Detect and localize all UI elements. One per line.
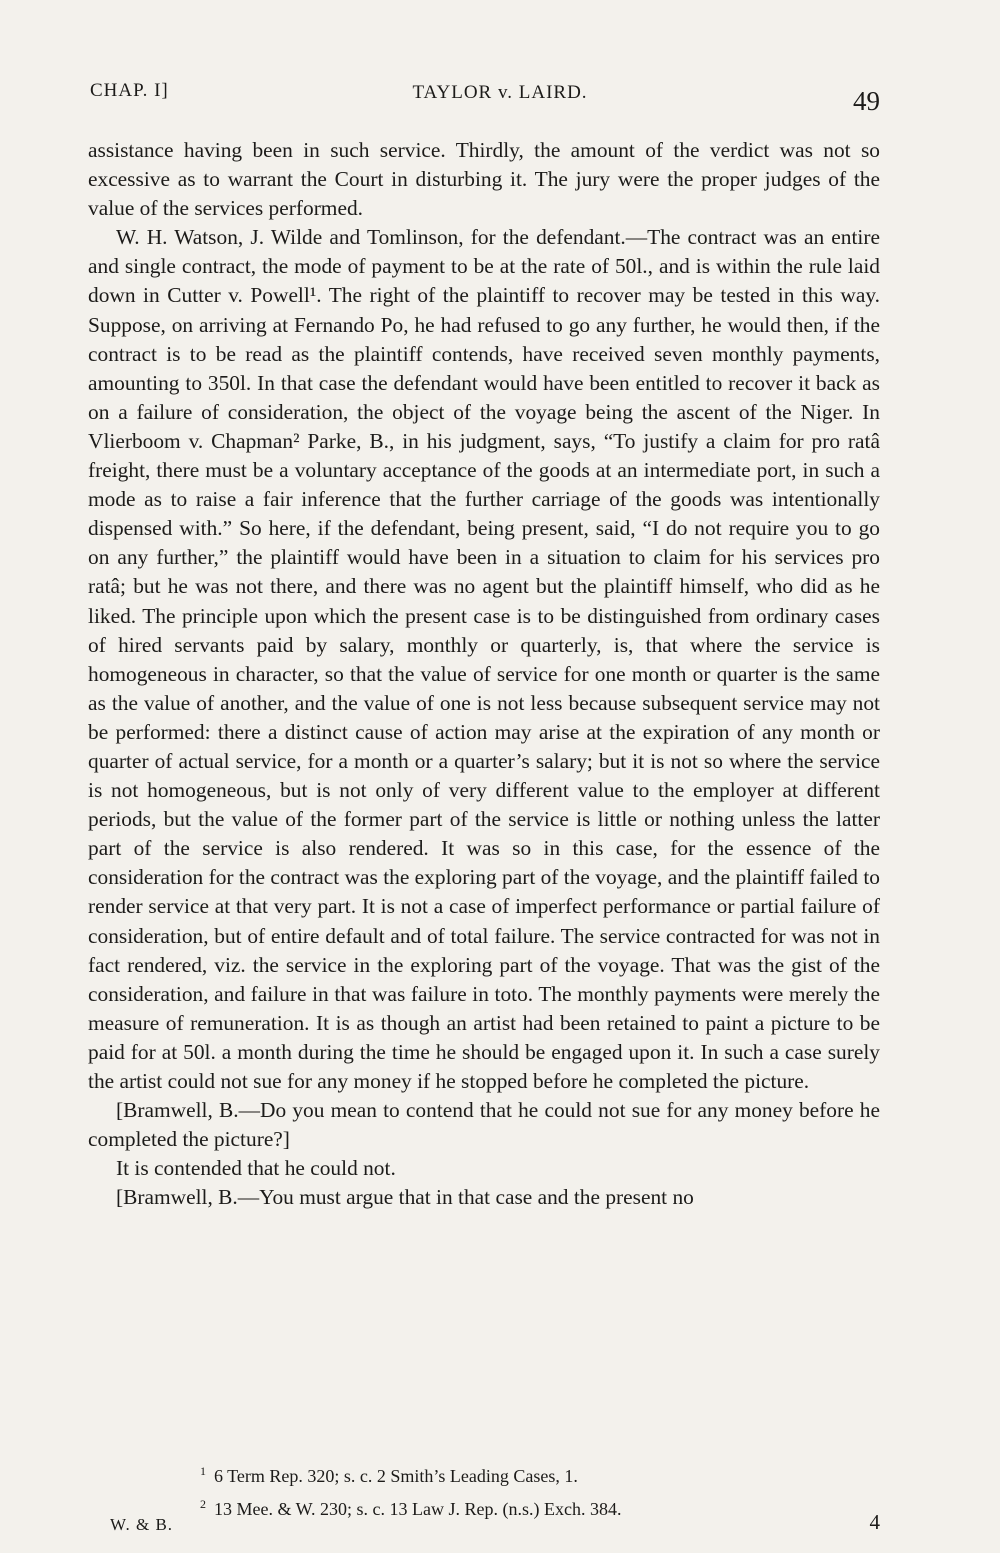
footnote-text: 13 Mee. & W. 230; s. c. 13 Law J. Rep. (n.s.) Exch. 384. [214, 1499, 622, 1519]
footnote-text: 6 Term Rep. 320; s. c. 2 Smith’s Leading Cases, 1. [214, 1466, 578, 1486]
sheet-number: 4 [869, 1510, 880, 1534]
signature-mark: W. & B. [110, 1515, 174, 1534]
paragraph-bramwell-remark: [Bramwell, B.—You must argue that in that case and the present no [116, 1185, 694, 1210]
footnote-mark: 1 [200, 1464, 206, 1478]
running-head [0, 0, 1000, 120]
paragraph-reply: It is contended that he could not. [116, 1156, 396, 1181]
page-number: 49 [853, 86, 880, 116]
footnote-mark: 2 [200, 1497, 206, 1511]
body-text [88, 136, 880, 1212]
paragraph-bramwell-question: [Bramwell, B.—Do you mean to contend that he could not sue for any money before he completed the picture?] [88, 1098, 880, 1152]
paragraph-continuation: assistance having been in such service. Thirdly, the amount of the verdict was not so excessive as to warrant the Court in disturbing it. The jury were the proper judges of the value of the services performed. [88, 138, 880, 221]
footnotes [200, 1457, 900, 1523]
paragraph-defendant-argument: W. H. Watson, J. Wilde and Tomlinson, for the defendant.—The contract was an entire and single contract, the mode of payment to be at the rate of 50l., and is within the rule laid down in Cutter v. Powell¹. The right of the plaintiff to recover may be tested in this way. Suppose, on arriving at Fernando Po, he had refused to go any further, he would then, if the contract is to be read as the plaintiff contends, have received seven monthly payments, amounting to 350l. In that case the defendant would have been entitled to recover it back as on a failure of consideration, the object of the voyage being the ascent of the Niger. In Vlierboom v. Chapman² Parke, B., in his judgment, says, “To justify a claim for pro ratâ freight, there must be a voluntary acceptance of the goods at an intermediate port, in such a mode as to raise a fair inference that the further carriage of the goods was intentionally dispensed with.” So here, if the defendant, being present, said, “I do not require you to go on any further,” the plaintiff would have been in a situation to claim for his services pro ratâ; but he was not there, and there was no agent but the plaintiff himself, who did as he liked. The principle upon which the present case is to be distinguished from ordinary cases of hired servants paid by salary, monthly or quarterly, is, that where the service is homogeneous in character, so that the value of service for one month or quarter is the same as the value of another, and the value of one is not less because subsequent service may not be performed: there a distinct cause of action may arise at the expiration of any month or quarter of actual service, for a month or a quarter’s salary; but it is not so where the service is not homogeneous, but is not only of very different value to the employer at different periods, but the value of the former part of the service is little or nothing unless the latter part of the service is also rendered. It was so in this case, for the essence of the consideration for the contract was the exploring part of the voyage, and the plaintiff failed to render service at that very part. It is not a case of imperfect performance or partial failure of consideration, but of entire default and of total failure. The service contracted for was not in fact rendered, viz. the service in the exploring part of the voyage. That was the gist of the consideration, and failure in that was failure in toto. The monthly payments were merely the measure of remuneration. It is as though an artist had been retained to paint a picture to be paid for at 50l. a month during the time he should be engaged upon it. In such a case surely the artist could not sue for any money if he stopped before he completed the picture. [88, 225, 880, 1093]
chapter-label: CHAP. I] [90, 80, 169, 101]
footnote-1 [200, 1457, 900, 1490]
footnote-2 [200, 1490, 900, 1523]
case-title: TAYLOR v. LAIRD. [412, 82, 588, 103]
